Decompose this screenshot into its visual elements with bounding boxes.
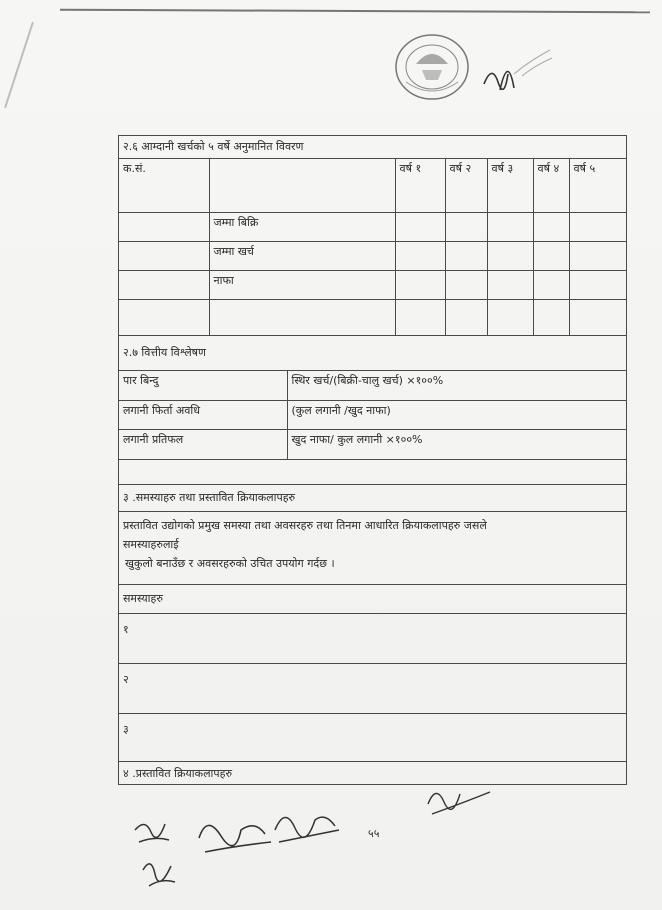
table-row (119, 371, 626, 400)
table-row (119, 241, 626, 270)
section-27-title: २.७ वित्तीय विश्लेषण (119, 336, 626, 371)
table-row (119, 270, 626, 299)
roi-formula: खुद नाफा/ कुल लगानी ×१००% (287, 429, 626, 459)
row-sn (119, 212, 209, 241)
table-row (119, 212, 626, 241)
header-year-2: वर्ष २ (445, 159, 487, 212)
page-number: ५५ (368, 827, 380, 840)
row-sn (119, 270, 209, 299)
header-year-4: वर्ष ४ (533, 159, 569, 212)
row-label-total-sales: जम्मा बिक्रि (209, 212, 395, 241)
description-line: प्रस्तावित उद्योगको प्रमुख समस्या तथा अवसरहरु तथा तिनमा आधारित क्रियाकलापहरु जसले (123, 519, 487, 532)
description-line: खुकुलो बनाउँछ र अवसरहरुको उचित उपयोग गर्दछ । (125, 557, 335, 570)
section-income-expense-estimate (118, 135, 627, 336)
scan-top-edge (60, 9, 650, 14)
table-header-row (119, 159, 626, 212)
bottom-signatures (125, 800, 375, 900)
problem-row-3: ३ (119, 714, 626, 762)
row-sn (119, 241, 209, 270)
blank-strip (118, 460, 627, 485)
roi-label: लगानी प्रतिफल (119, 429, 287, 459)
header-blank (209, 159, 395, 212)
row-label-total-expense: जम्मा खर्च (209, 241, 395, 270)
description-line: समस्याहरुलाई (123, 538, 179, 551)
section-problems-activities (118, 485, 627, 785)
problems-heading: समस्याहरु (119, 585, 626, 614)
section-4-title: ४ .प्रस्तावित क्रियाकलापहरु (123, 767, 233, 780)
top-signature (478, 44, 558, 104)
row-label-profit: नाफा (209, 270, 395, 299)
office-seal-stamp (392, 30, 472, 104)
problem-row-2: २ (119, 664, 626, 714)
table-row (119, 429, 626, 459)
header-sn: क.सं. (119, 159, 209, 212)
header-year-1: वर्ष १ (395, 159, 445, 212)
section-financial-analysis (118, 336, 627, 460)
payback-label: लगानी फिर्ता अवधि (119, 400, 287, 429)
table-row (119, 400, 626, 429)
table-row (119, 299, 626, 335)
section-26-title: २.६ आम्दानी खर्चको ५ वर्षे अनुमानित विवरण (119, 136, 626, 159)
break-even-formula: स्थिर खर्च/(बिक्री-चालु खर्च) ×१००% (287, 371, 626, 400)
financial-analysis-table (119, 371, 626, 459)
bottom-right-signature (420, 774, 500, 824)
break-even-label: पार बिन्दु (119, 371, 287, 400)
row-label-blank (209, 299, 395, 335)
problem-row-1: १ (119, 614, 626, 664)
section-3-description (119, 512, 626, 585)
row-sn (119, 299, 209, 335)
header-year-3: वर्ष ३ (487, 159, 533, 212)
section-3-title: ३ .समस्याहरु तथा प्रस्तावित क्रियाकलापहरु (119, 485, 626, 512)
payback-formula: (कुल लगानी /खुद नाफा) (287, 400, 626, 429)
header-year-5: वर्ष ५ (569, 159, 626, 212)
scan-crease (4, 22, 34, 108)
income-expense-table (119, 159, 626, 335)
